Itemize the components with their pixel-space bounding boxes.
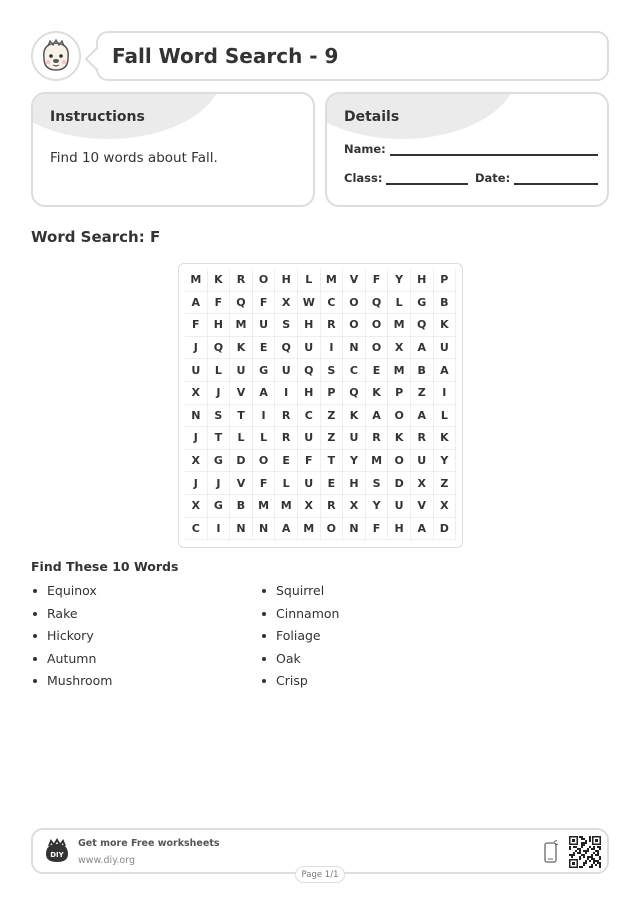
grid-cell: G	[208, 495, 231, 518]
name-label: Name:	[344, 142, 386, 156]
grid-cell: Z	[411, 382, 434, 405]
grid-cell: E	[321, 472, 344, 495]
name-row	[344, 142, 598, 156]
word-list-left	[31, 582, 112, 695]
grid-cell: G	[208, 450, 231, 473]
grid-cell: N	[185, 405, 208, 428]
grid-cell: H	[298, 382, 321, 405]
class-label: Class:	[344, 171, 383, 185]
grid-cell: F	[366, 269, 389, 292]
word-list-item: Rake	[31, 605, 112, 628]
grid-cell: M	[388, 359, 411, 382]
grid-cell: M	[388, 314, 411, 337]
grid-cell: M	[366, 450, 389, 473]
grid-cell: O	[253, 269, 276, 292]
word-list-right	[260, 582, 339, 695]
grid-cell: X	[185, 450, 208, 473]
grid-cell: E	[275, 450, 298, 473]
grid-cell: T	[321, 450, 344, 473]
grid-cell: C	[298, 405, 321, 428]
grid-cell: C	[321, 292, 344, 315]
grid-cell: G	[411, 292, 434, 315]
grid-cell: L	[208, 359, 231, 382]
grid-cell: X	[343, 495, 366, 518]
word-list-item: Mushroom	[31, 672, 112, 695]
grid-cell: Q	[275, 337, 298, 360]
grid-cell: L	[434, 405, 457, 428]
grid-cell: U	[298, 337, 321, 360]
grid-cell: U	[343, 427, 366, 450]
grid-cell: X	[275, 292, 298, 315]
grid-cell: H	[343, 472, 366, 495]
grid-cell: I	[275, 382, 298, 405]
grid-cell: Q	[366, 292, 389, 315]
grid-cell: I	[253, 405, 276, 428]
grid-cell: A	[185, 292, 208, 315]
word-list-item: Crisp	[260, 672, 339, 695]
grid-cell: S	[275, 314, 298, 337]
grid-cell: X	[185, 382, 208, 405]
details-card	[325, 92, 609, 207]
instructions-title: Instructions	[50, 109, 145, 125]
grid-cell: K	[434, 427, 457, 450]
grid-cell: B	[434, 292, 457, 315]
grid-cell: U	[411, 450, 434, 473]
grid-cell: Q	[230, 292, 253, 315]
grid-cell: D	[230, 450, 253, 473]
title-box	[96, 31, 609, 81]
grid-cell: B	[230, 495, 253, 518]
grid-cell: M	[321, 269, 344, 292]
grid-cell: V	[230, 472, 253, 495]
svg-text:DIY: DIY	[50, 851, 64, 859]
grid-cell: X	[388, 337, 411, 360]
grid-cell: L	[230, 427, 253, 450]
grid-cell: M	[185, 269, 208, 292]
grid-cell: O	[321, 518, 344, 541]
grid-cell: I	[208, 518, 231, 541]
grid-cell: M	[275, 495, 298, 518]
grid-cell: U	[230, 359, 253, 382]
grid-cell: R	[230, 269, 253, 292]
grid-cell: R	[275, 405, 298, 428]
grid-cell: W	[298, 292, 321, 315]
grid-cell: K	[208, 269, 231, 292]
grid-cell: F	[366, 518, 389, 541]
mascot-icon	[36, 36, 76, 76]
grid-cell: F	[253, 292, 276, 315]
word-list-item: Autumn	[31, 650, 112, 673]
grid-cell: K	[230, 337, 253, 360]
grid-cell: A	[366, 405, 389, 428]
grid-cell: T	[208, 427, 231, 450]
grid-cell: D	[388, 472, 411, 495]
diy-logo-icon	[43, 838, 71, 866]
grid-cell: Y	[366, 495, 389, 518]
grid-cell: A	[253, 382, 276, 405]
grid-cell: A	[411, 405, 434, 428]
phone-icon	[543, 840, 559, 864]
grid-cell: M	[298, 518, 321, 541]
grid-cell: F	[208, 292, 231, 315]
grid-cell: O	[388, 450, 411, 473]
class-field[interactable]	[386, 173, 468, 185]
grid-cell: P	[321, 382, 344, 405]
grid-cell: Y	[434, 450, 457, 473]
grid-cell: E	[366, 359, 389, 382]
date-label: Date:	[475, 171, 511, 185]
grid-cell: X	[434, 495, 457, 518]
grid-cell: H	[208, 314, 231, 337]
grid-cell: J	[185, 472, 208, 495]
grid-cell: U	[185, 359, 208, 382]
grid-cell: A	[434, 359, 457, 382]
word-list-item: Oak	[260, 650, 339, 673]
grid-cell: A	[411, 337, 434, 360]
name-field[interactable]	[390, 144, 598, 156]
grid-cell: N	[343, 337, 366, 360]
grid-cell: P	[388, 382, 411, 405]
grid-cell: Z	[434, 472, 457, 495]
grid-cell: Q	[298, 359, 321, 382]
grid-cell: O	[343, 292, 366, 315]
grid-cell: F	[185, 314, 208, 337]
grid-cell: M	[253, 495, 276, 518]
grid-cell: G	[253, 359, 276, 382]
date-field[interactable]	[514, 173, 598, 185]
grid-cell: H	[298, 314, 321, 337]
grid-cell: R	[366, 427, 389, 450]
grid-cell: H	[411, 269, 434, 292]
grid-cell: J	[208, 472, 231, 495]
grid-cell: D	[434, 518, 457, 541]
grid-cell: T	[230, 405, 253, 428]
grid-cell: J	[185, 427, 208, 450]
grid-cell: U	[298, 427, 321, 450]
grid-cell: M	[230, 314, 253, 337]
grid-cell: U	[388, 495, 411, 518]
word-search-heading: Word Search: F	[31, 228, 161, 246]
grid-cell: Y	[388, 269, 411, 292]
grid-cell: X	[298, 495, 321, 518]
grid-cell: Y	[343, 450, 366, 473]
word-list-heading: Find These 10 Words	[31, 559, 179, 574]
grid-cell: E	[253, 337, 276, 360]
grid-cell: K	[434, 314, 457, 337]
grid-cell: U	[298, 472, 321, 495]
grid-cell: S	[321, 359, 344, 382]
grid-cell: L	[253, 427, 276, 450]
grid-cell: V	[411, 495, 434, 518]
grid-cell: Q	[208, 337, 231, 360]
word-list-item: Squirrel	[260, 582, 339, 605]
word-list-item: Foliage	[260, 627, 339, 650]
grid-cell: C	[185, 518, 208, 541]
grid-cell: Q	[343, 382, 366, 405]
date-row	[475, 171, 598, 185]
grid-cell: L	[388, 292, 411, 315]
grid-cell: V	[343, 269, 366, 292]
word-search-grid-frame	[178, 263, 463, 548]
grid-cell: U	[434, 337, 457, 360]
grid-cell: X	[185, 495, 208, 518]
class-row	[344, 171, 468, 185]
qr-code-icon	[569, 836, 601, 868]
grid-cell: H	[275, 269, 298, 292]
word-search-grid	[185, 269, 456, 540]
grid-cell: B	[411, 359, 434, 382]
instructions-text: Find 10 words about Fall.	[50, 150, 218, 166]
grid-cell: Z	[321, 427, 344, 450]
grid-cell: P	[434, 269, 457, 292]
grid-cell: I	[434, 382, 457, 405]
grid-cell: Q	[411, 314, 434, 337]
grid-cell: X	[411, 472, 434, 495]
grid-cell: A	[411, 518, 434, 541]
grid-cell: O	[343, 314, 366, 337]
grid-cell: Z	[321, 405, 344, 428]
grid-cell: R	[321, 495, 344, 518]
grid-cell: L	[275, 472, 298, 495]
grid-cell: U	[253, 314, 276, 337]
page-title: Fall Word Search - 9	[112, 44, 339, 68]
grid-cell: A	[275, 518, 298, 541]
grid-cell: C	[343, 359, 366, 382]
footer-url[interactable]: www.diy.org	[78, 855, 135, 866]
grid-cell: N	[230, 518, 253, 541]
grid-cell: O	[366, 314, 389, 337]
mascot-avatar	[31, 31, 81, 81]
details-title: Details	[344, 109, 400, 125]
grid-cell: V	[230, 382, 253, 405]
grid-cell: F	[298, 450, 321, 473]
grid-cell: N	[343, 518, 366, 541]
grid-cell: U	[275, 359, 298, 382]
grid-cell: N	[253, 518, 276, 541]
grid-cell: O	[388, 405, 411, 428]
grid-cell: J	[185, 337, 208, 360]
grid-cell: R	[275, 427, 298, 450]
grid-cell: L	[298, 269, 321, 292]
grid-cell: O	[366, 337, 389, 360]
word-list-item: Equinox	[31, 582, 112, 605]
footer-promo-text: Get more Free worksheets	[78, 838, 220, 849]
grid-cell: R	[321, 314, 344, 337]
instructions-card	[31, 92, 315, 207]
grid-cell: S	[208, 405, 231, 428]
grid-cell: S	[366, 472, 389, 495]
word-list-item: Cinnamon	[260, 605, 339, 628]
grid-cell: J	[208, 382, 231, 405]
grid-cell: I	[321, 337, 344, 360]
grid-cell: K	[366, 382, 389, 405]
page-indicator: Page 1/1	[295, 866, 345, 883]
grid-cell: H	[388, 518, 411, 541]
grid-cell: F	[253, 472, 276, 495]
grid-cell: R	[411, 427, 434, 450]
grid-cell: K	[343, 405, 366, 428]
grid-cell: O	[253, 450, 276, 473]
word-list-item: Hickory	[31, 627, 112, 650]
grid-cell: K	[388, 427, 411, 450]
